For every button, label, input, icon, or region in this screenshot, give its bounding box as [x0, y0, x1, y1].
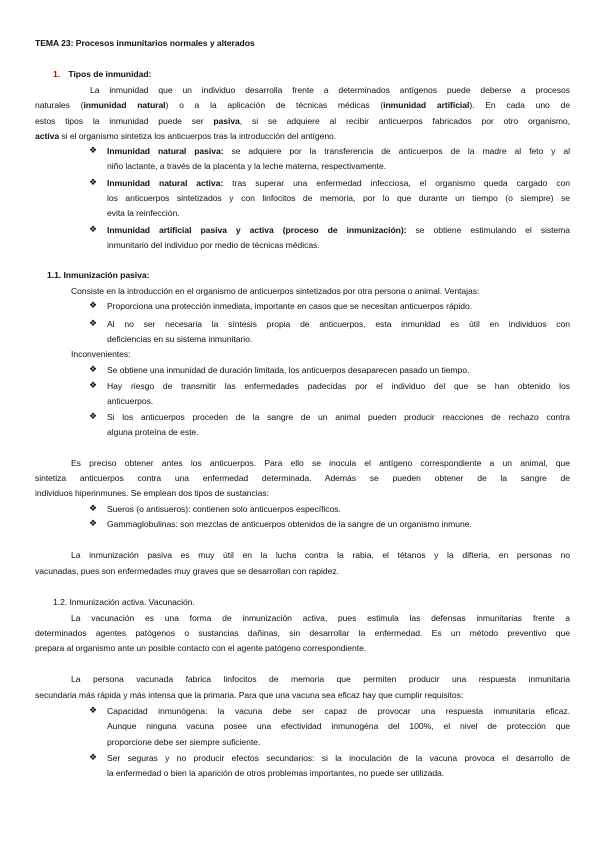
bullet-icon: ❖ [89, 503, 98, 513]
requisito-item-cont: Aunque ninguna vacuna posee una efectividad inmunogéna del 100%, el nivel de protección que [107, 721, 570, 731]
bullet-icon: ❖ [89, 300, 98, 310]
subsection-1-2-heading: 1.2. Inmunización activa. Vacunación. [53, 597, 195, 607]
sustancia-item: Sueros (o antisueros): contienen solo anticuerpos específicos. [107, 504, 341, 514]
bullet-artificial-cont: inmunitario del individuo por medio de técnicas médicas. [107, 240, 320, 250]
intro-line-2: naturales (inmunidad natural) o a la aplicación de técnicas médicas (inmunidad artificial). En cada uno de [35, 100, 570, 110]
requisito-item-cont: proporcione debe ser siempre suficiente. [107, 737, 261, 747]
bullet-icon: ❖ [89, 518, 98, 528]
paragraph-line: individuos hiperinmunes. Se emplean dos tipos de sustancias: [35, 488, 269, 498]
subsection-1-1-intro: Consiste en la introducción en el organismo de anticuerpos sintetizados por otra persona o animal. Ventajas: [71, 286, 480, 296]
paragraph-line: prepara al organismo ante un posible contacto con el agente patógeno correspondiente. [35, 643, 367, 653]
inconveniente-item-cont: anticuerpos. [107, 396, 154, 406]
sustancia-item: Gammaglobulinas: son mezclas de anticuerpos obtenidos de la sangre de un organismo inmune. [107, 519, 472, 529]
bullet-icon: ❖ [89, 177, 98, 187]
bullet-natural-pasiva: Inmunidad natural pasiva: se adquiere por la transferencia de anticuerpos de la madre al feto y al [107, 146, 570, 156]
inconvenientes-label: Inconvenientes: [71, 349, 131, 359]
ventaja-item-cont: deficiencias en su sistema inmunitario. [107, 334, 253, 344]
document-title: TEMA 23: Procesos inmunitarios normales y alterados [35, 38, 255, 48]
ventaja-item: Proporciona una protección inmediata, importante en casos que se necesitan anticuerpos rápido. [107, 301, 473, 311]
subsection-1-1-heading: 1.1. Inmunización pasiva: [47, 270, 150, 280]
bullet-natural-activa-cont: evita la reinfección. [107, 208, 180, 218]
bullet-icon: ❖ [89, 145, 98, 155]
bullet-icon: ❖ [89, 364, 98, 374]
bullet-artificial: Inmunidad artificial pasiva y activa (proceso de inmunización): se obtiene estimulando el sistema [107, 225, 570, 235]
intro-line-1: La inmunidad que un individuo desarrolla frente a determinados antígenos puede deberse a procesos [90, 85, 570, 95]
bullet-natural-activa-cont: los anticuerpos sintetizados y con linfocitos de memoria, por lo que durante un tiempo (o siempre) se [107, 193, 570, 203]
inconveniente-item-cont: alguna proteína de este. [107, 427, 199, 437]
paragraph-line: La inmunización pasiva es muy útil en la lucha contra la rabia, el tétanos y la difteria, en personas no [71, 550, 570, 560]
section-title: Tipos de inmunidad: [68, 69, 152, 79]
bullet-icon: ❖ [89, 411, 98, 421]
inconveniente-item: Si los anticuerpos proceden de la sangre de un animal pueden producir reacciones de rechazo contra [107, 412, 570, 422]
inconveniente-item: Hay riesgo de transmitir las enfermedades padecidas por el individuo del que se han obtenido los [107, 381, 570, 391]
bullet-icon: ❖ [89, 318, 98, 328]
paragraph-line: determinados agentes patógenos o sustancias dañinas, sin desarrollar la enfermedad. Es un método preventivo que [35, 628, 570, 638]
requisito-item-cont: la enfermedad o bien la aparición de otros problemas importantes, no puede ser utilizada. [107, 768, 445, 778]
requisito-item: Capacidad inmunógena: la vacuna debe ser capaz de provocar una respuesta inmunitaria eficaz. [107, 706, 570, 716]
bullet-icon: ❖ [89, 752, 98, 762]
bullet-icon: ❖ [89, 224, 98, 234]
paragraph-line: vacunadas, pues son enfermedades muy graves que se desarrollan con rapidez. [35, 566, 339, 576]
inconveniente-item: Se obtiene una inmunidad de duración limitada, los anticuerpos desaparecen pasado un tiempo. [107, 365, 470, 375]
paragraph-line: secundaria más rápida y más intensa que la primaria. Para que una vacuna sea eficaz hay que cumplir requisitos: [35, 690, 464, 700]
section-1-heading [53, 69, 151, 80]
paragraph-line: sintetiza anticuerpos contra una enfermedad determinada. Además se pueden obtener de la sangre de [35, 473, 570, 483]
intro-line-3: estos tipos la inmunidad puede ser pasiva, si se adquiere al recibir anticuerpos fabricados por otro organismo, [35, 116, 570, 126]
paragraph-line: La persona vacunada fabrica linfocitos de memoria que permiten producir una respuesta inmunitaria [71, 674, 570, 684]
intro-line-4: activa si el organismo sintetiza los anticuerpos tras la introducción del antígeno. [35, 131, 337, 141]
paragraph-line: Es preciso obtener antes los anticuerpos. Para ello se inocula el antígeno correspondiente a un animal, que [71, 458, 570, 468]
bullet-icon: ❖ [89, 705, 98, 715]
bullet-natural-activa: Inmunidad natural activa: tras superar una enfermedad infecciosa, el organismo queda cargado con [107, 178, 570, 188]
bullet-icon: ❖ [89, 380, 98, 390]
bullet-natural-pasiva-cont: niño lactante, a través de la placenta y la leche materna, respectivamente. [107, 161, 387, 171]
requisito-item: Ser seguras y no producir efectos secundarios: si la inoculación de la vacuna provoca el desarrollo de [107, 753, 570, 763]
section-number: 1. [53, 69, 61, 79]
paragraph-line: La vacunación es una forma de inmunización activa, pues estimula las defensas inmunitarias frente a [71, 613, 570, 623]
ventaja-item: Al no ser necesaria la síntesis propia de anticuerpos, esta inmunidad es útil en individuos con [107, 319, 570, 329]
